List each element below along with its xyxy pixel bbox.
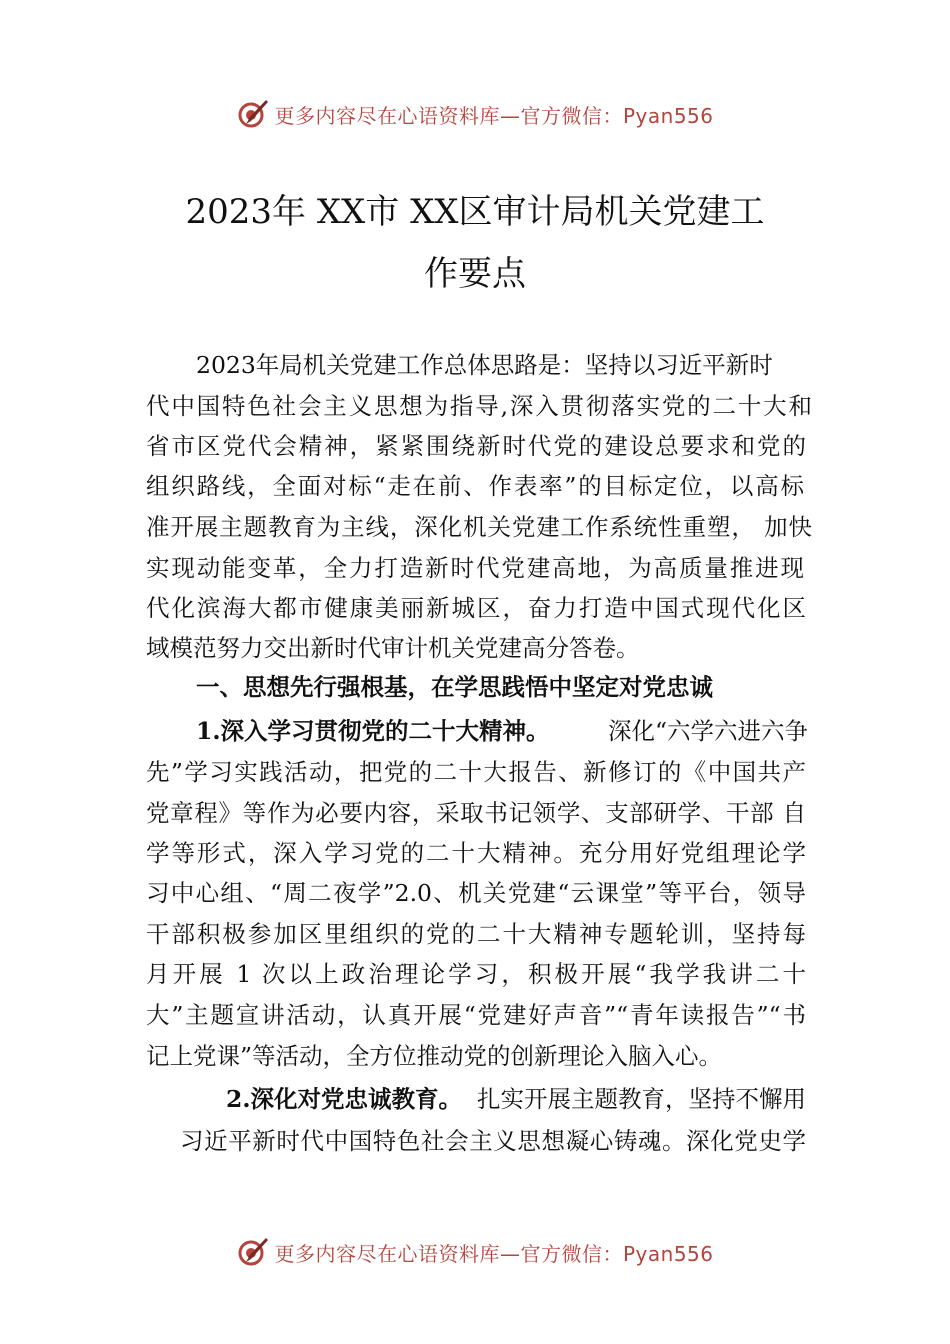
item-2-line: 习近平新时代中国特色社会主义思想凝心铸魂。深化党史学: [180, 1127, 806, 1155]
document-title-line-1: 2023年 XX市 XX区审计局机关党建工: [185, 192, 765, 232]
item-1-line: 学等形式，深入学习党的二十大精神。充分用好党组理论学: [146, 839, 806, 867]
item-1-heading: 1.深入学习贯彻党的二十大精神。: [196, 717, 550, 745]
item-1-line: 干部积极参加区里组织的党的二十大精神专题轮训，坚持每: [146, 920, 806, 948]
paragraph-1-line: 准开展主题教育为主线，深化机关党建工作系统性重塑， 加快: [146, 513, 812, 541]
item-2-heading: 2.深化对党忠诚教育。: [226, 1085, 463, 1113]
quill-seal-icon: [236, 1235, 270, 1269]
item-1-line: 习中心组、“周二夜学”2.0、机关党建“云课堂”等平台，领导: [146, 879, 806, 907]
paragraph-1-line: 省市区党代会精神，紧紧围绕新时代党的建设总要求和党的: [146, 432, 806, 460]
paragraph-1-line: 2023年局机关党建工作总体思路是：坚持以习近平新时: [196, 351, 773, 379]
item-1-line: 大”主题宣讲活动，认真开展“党建好声音”“青年读报告”“书: [146, 1001, 806, 1029]
watermark-text: 更多内容尽在心语资料库—官方微信：Pyan556: [274, 103, 714, 128]
paragraph-1-line: 域模范努力交出新时代审计机关党建高分答卷。: [146, 634, 640, 662]
document-title-line-2: 作要点: [424, 254, 526, 294]
paragraph-1-line: 代中国特色社会主义思想为指导,深入贯彻落实党的二十大和: [146, 392, 812, 420]
item-2-first-line: [226, 1083, 806, 1115]
item-2-first-line-text: 扎实开展主题教育，坚持不懈用: [477, 1085, 806, 1113]
watermark-text: 更多内容尽在心语资料库—官方微信：Pyan556: [274, 1241, 714, 1266]
paragraph-1-line: 代化滨海大都市健康美丽新城区，奋力打造中国式现代化区: [146, 594, 806, 622]
item-1-line: 月开展 1 次以上政治理论学习，积极开展“我学我讲二十: [146, 960, 806, 988]
watermark-banner-bottom: [0, 1232, 950, 1272]
quill-seal-icon: [236, 97, 270, 131]
section-heading: 一、思想先行强根基，在学思践悟中坚定对党忠诚: [196, 673, 713, 701]
item-1-first-line: [196, 715, 808, 747]
item-1-line: 记上党课”等活动，全方位推动党的创新理论入脑入心。: [146, 1042, 723, 1070]
item-1-line: 党章程》等作为必要内容，采取书记领学、支部研学、干部 自: [146, 799, 806, 827]
item-1-line: 先”学习实践活动，把党的二十大报告、新修订的《中国共产: [146, 758, 806, 786]
item-1-first-line-text: 深化“六学六进六争: [607, 717, 808, 745]
paragraph-1-line: 实现动能变革，全力打造新时代党建高地，为高质量推进现: [146, 554, 804, 582]
watermark-banner-top: [0, 94, 950, 134]
paragraph-1-line: 组织路线，全面对标“走在前、作表率”的目标定位，以高标: [146, 472, 804, 500]
